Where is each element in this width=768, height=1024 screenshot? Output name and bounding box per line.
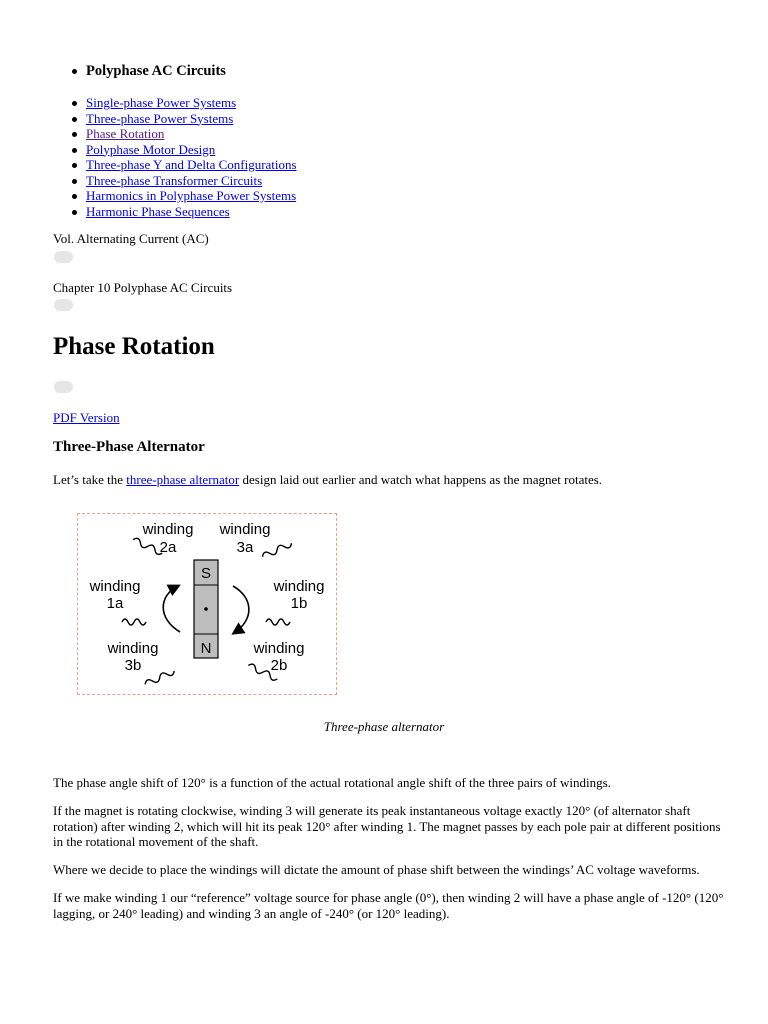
nav-section-title: Polyphase AC Circuits	[86, 63, 226, 80]
intro-text-before: Let’s take the	[53, 472, 127, 487]
winding-3a-label-bottom: 3a	[236, 539, 254, 556]
winding-2b-label-top: winding	[253, 640, 305, 657]
nav-item	[86, 142, 297, 158]
nav-item	[86, 111, 297, 127]
rotation-arrow-left-icon	[163, 586, 180, 632]
page-title: Phase Rotation	[53, 333, 215, 360]
intro-paragraph	[53, 472, 733, 488]
three-phase-alternator-link[interactable]: three-phase alternator	[126, 472, 240, 487]
alternator-figure	[77, 513, 337, 695]
alternator-diagram	[78, 514, 336, 694]
winding-1a-label-bottom: 1a	[106, 595, 124, 612]
body-paragraph: The phase angle shift of 120° is a function of the actual rotational angle shift of the three pairs of windings.	[53, 775, 611, 790]
winding-3a-label-top: winding	[219, 521, 271, 538]
figure-caption: Three-phase alternator	[323, 719, 445, 734]
winding-1b-label-bottom: 1b	[290, 595, 308, 612]
bullet-icon	[72, 69, 77, 74]
winding-2a-label-top: winding	[142, 521, 194, 538]
winding-1a-coil-icon	[122, 619, 146, 625]
placeholder-pill	[54, 251, 73, 263]
nav-item	[86, 157, 297, 173]
magnet-south-label: S	[200, 565, 212, 582]
nav-link-polyphase-motor[interactable]: Polyphase Motor Design	[86, 141, 216, 157]
section-subheading: Three-Phase Alternator	[53, 439, 205, 455]
breadcrumb-chapter: Chapter 10 Polyphase AC Circuits	[53, 280, 233, 295]
bullet-icon	[72, 163, 77, 168]
nav-link-three-phase[interactable]: Three-phase Power Systems	[86, 110, 234, 126]
pdf-version-link[interactable]: PDF Version	[53, 410, 120, 425]
bullet-icon	[72, 194, 77, 199]
bullet-icon	[72, 117, 77, 122]
bullet-icon	[72, 101, 77, 106]
nav-link-harmonic-sequences[interactable]: Harmonic Phase Sequences	[86, 203, 230, 219]
chapter-nav-list	[86, 95, 297, 219]
nav-item	[86, 173, 297, 189]
winding-2b-label-bottom: 2b	[270, 657, 288, 674]
body-paragraph: If the magnet is rotating clockwise, winding 3 will generate its peak instantaneous voltage exactly 120° (of alternator shaft rotation) after winding 2, which will hit its peak 120° after winding 1. The magnet passes by each pole pair at different positions in the rotational movement of the shaft.	[53, 803, 721, 849]
body-paragraph: Where we decide to place the windings will dictate the amount of phase shift between the windings’ AC voltage waveforms.	[53, 862, 700, 877]
bullet-icon	[72, 148, 77, 153]
body-paragraph: If we make winding 1 our “reference” voltage source for phase angle (0°), then winding 2 will have a phase angle of -120° (120° lagging, or 240° leading) and winding 3 an angle of -240° (or 120° leading).	[53, 890, 724, 921]
nav-link-harmonics[interactable]: Harmonics in Polyphase Power Systems	[86, 188, 297, 203]
bullet-icon	[72, 179, 77, 184]
breadcrumb-volume: Vol. Alternating Current (AC)	[53, 231, 209, 246]
winding-3b-label-bottom: 3b	[124, 657, 142, 674]
nav-section	[86, 63, 226, 80]
nav-item	[86, 95, 297, 111]
winding-1b-coil-icon	[266, 619, 290, 625]
nav-item	[86, 126, 297, 142]
nav-link-single-phase[interactable]: Single-phase Power Systems	[86, 95, 237, 110]
winding-2a-label-bottom: 2a	[159, 539, 177, 556]
magnet-north-label: N	[200, 640, 212, 657]
placeholder-pill	[54, 299, 73, 311]
intro-text-after: design laid out earlier and watch what happens as the magnet rotates.	[239, 472, 603, 487]
winding-1b-label-top: winding	[273, 578, 325, 595]
nav-item	[86, 204, 297, 220]
winding-3a-coil-icon	[261, 541, 293, 560]
shaft-dot-icon	[204, 607, 208, 611]
bullet-icon	[72, 132, 77, 137]
nav-link-transformer[interactable]: Three-phase Transformer Circuits	[86, 172, 263, 188]
placeholder-pill	[54, 381, 73, 393]
winding-3b-label-top: winding	[107, 640, 159, 657]
rotation-arrow-right-icon	[233, 586, 249, 633]
nav-link-phase-rotation[interactable]: Phase Rotation	[86, 126, 165, 141]
winding-3b-coil-icon	[144, 668, 176, 687]
winding-1a-label-top: winding	[89, 578, 141, 595]
nav-link-y-delta[interactable]: Three-phase Y and Delta Configurations	[86, 157, 297, 172]
bullet-icon	[72, 210, 77, 215]
nav-item	[86, 188, 297, 204]
